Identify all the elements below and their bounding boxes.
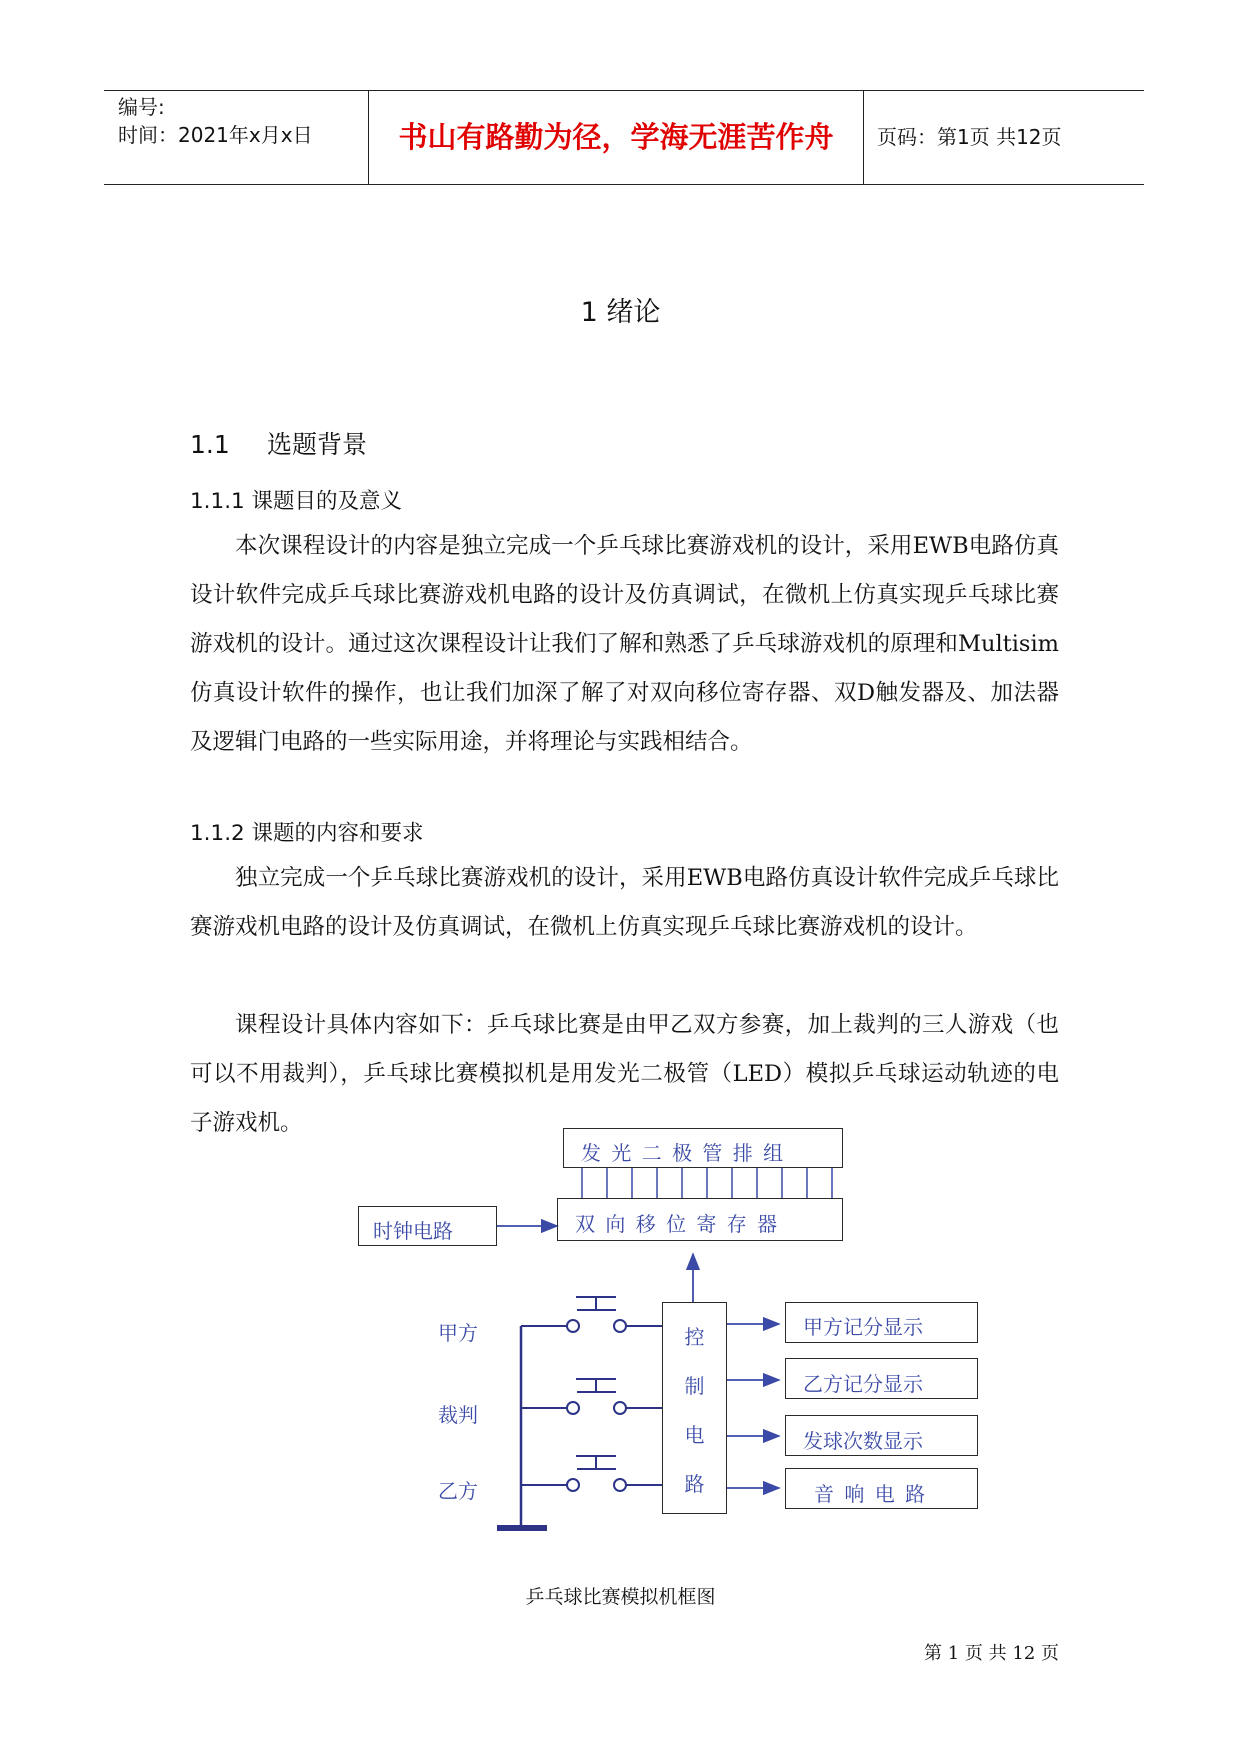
serve-count-box: 发球次数显示: [785, 1415, 978, 1456]
control-char-4: 路: [684, 1472, 705, 1496]
control-char-1: 控: [684, 1325, 705, 1349]
control-char-3: 电: [684, 1423, 705, 1447]
control-char-2: 制: [684, 1374, 705, 1398]
player-a-label: 甲方: [438, 1321, 478, 1345]
header-motto: 书山有路勤为径，学海无涯苦作舟: [369, 91, 864, 184]
control-circuit-box: [662, 1302, 727, 1514]
score-b-box: 乙方记分显示: [785, 1358, 978, 1399]
figure-caption: 乒乓球比赛模拟机框图: [525, 1586, 716, 1608]
section-title: 选题背景: [267, 430, 368, 459]
paragraph-details: 课程设计具体内容如下：乒乓球比赛是由甲乙双方参赛，加上裁判的三人游戏（也可以不用裁判），乒乓球比赛模拟机是用发光二极管（LED）模拟乒乓球运动轨迹的电子游戏机。: [190, 1012, 1059, 1136]
time-label: 时间：2021年x月x日: [118, 123, 313, 147]
paragraph-requirements: 独立完成一个乒乓球比赛游戏机的设计，采用EWB电路仿真设计软件完成乒乓球比赛游戏机电路的设计及仿真调试，在微机上仿真实现乒乓球比赛游戏机的设计。: [190, 865, 1059, 940]
sound-circuit-box: 音 响 电 路: [785, 1468, 978, 1509]
page-footer: 第 1 页 共 12 页: [924, 1643, 1059, 1664]
switch-group: [521, 1297, 662, 1491]
referee-label: 裁判: [438, 1403, 478, 1427]
player-b-label: 乙方: [438, 1479, 478, 1503]
section-number: 1.1: [190, 430, 230, 459]
header-page-code: 页码：第1页 共12页: [877, 125, 1062, 149]
led-connectors: [582, 1168, 832, 1198]
serial-label: 编号:: [118, 95, 165, 119]
subsection-heading-2: 1.1.2 课题的内容和要求: [190, 821, 424, 846]
shift-register-box: 双 向 移 位 寄 存 器: [557, 1198, 843, 1241]
chapter-title: 1 绪论: [580, 297, 661, 328]
led-array-box: 发 光 二 极 管 排 组: [563, 1128, 843, 1168]
subsection-heading-1: 1.1.1 课题目的及意义: [190, 489, 403, 514]
score-a-box: 甲方记分显示: [785, 1302, 978, 1343]
clock-circuit-box: 时钟电路: [358, 1206, 497, 1246]
paragraph-purpose: 本次课程设计的内容是独立完成一个乒乓球比赛游戏机的设计，采用EWB电路仿真设计软件完成乒乓球比赛游戏机电路的设计及仿真调试，在微机上仿真实现乒乓球比赛游戏机的设计。通过这次课程设计让我们了解和熟悉了乒乓球游戏机的原理和Multisim仿真设计软件的操作，也让我们加深了解了对双向移位寄存器、双D触发器及、加法器及逻辑门电路的一些实际用途，并将理论与实践相结合。: [190, 533, 1059, 755]
